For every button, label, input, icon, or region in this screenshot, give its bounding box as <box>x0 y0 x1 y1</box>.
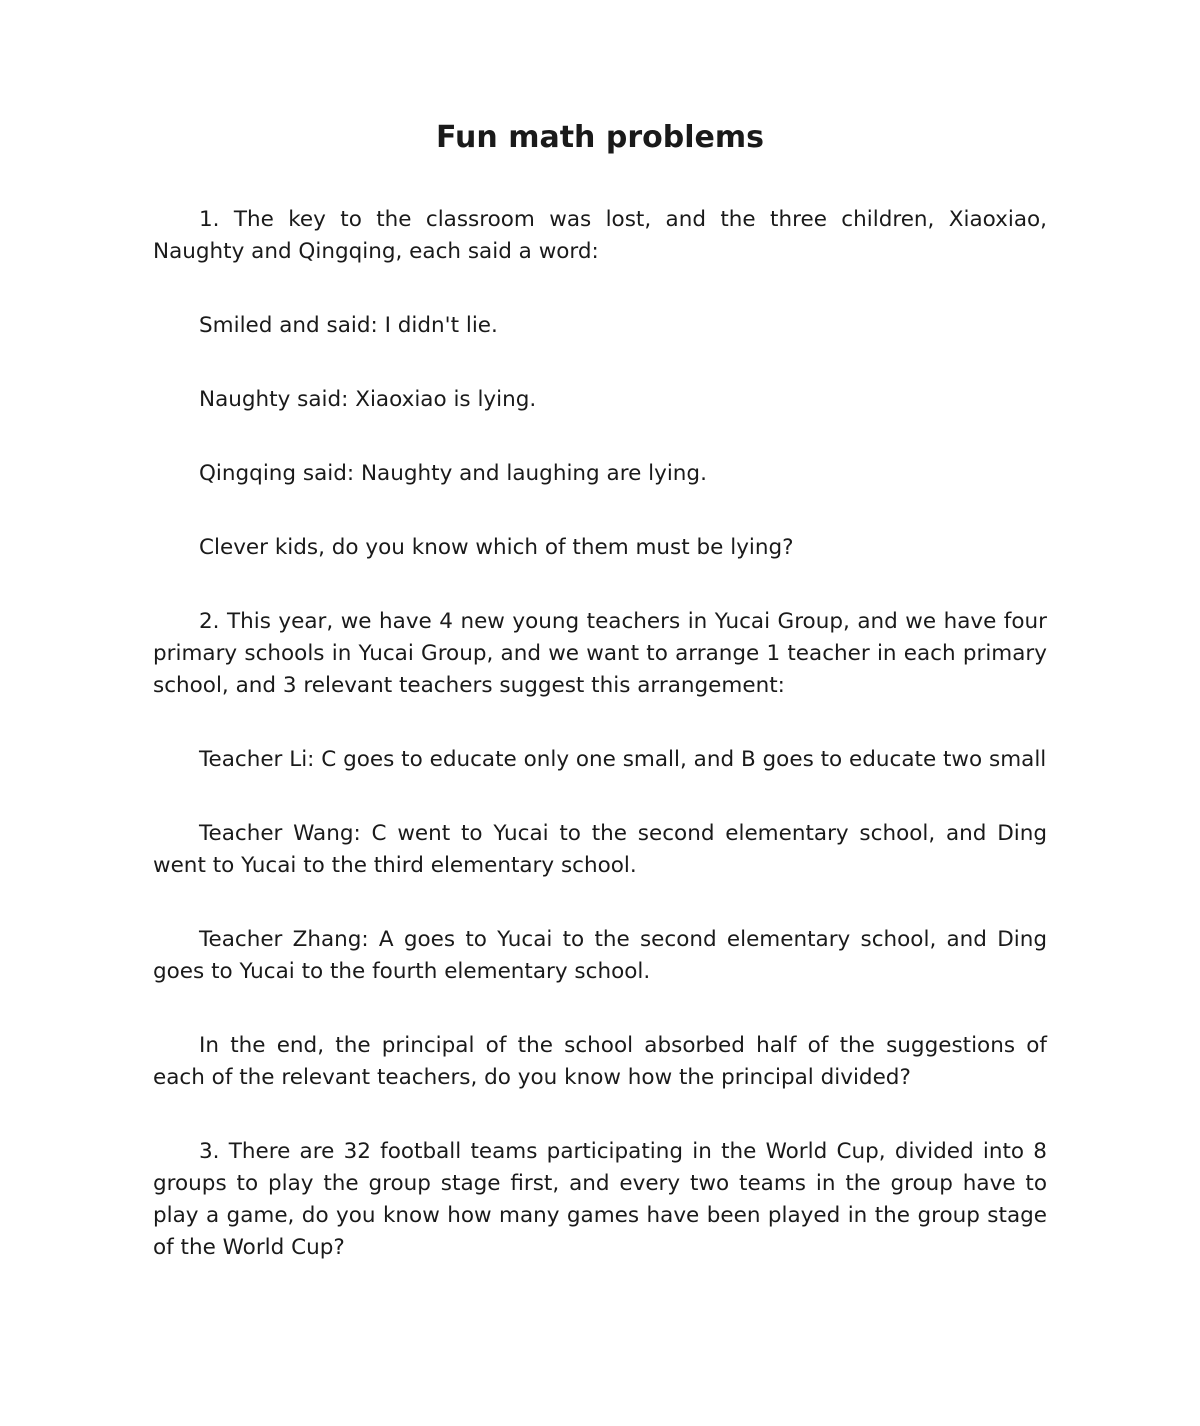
paragraph-teacher-wang: Teacher Wang: C went to Yucai to the second elementary school, and Ding went to Yucai to the third elementary school. <box>153 821 1047 878</box>
paragraph-teacher-li: Teacher Li: C goes to educate only one small, and B goes to educate two small <box>199 747 1047 772</box>
paragraph-problem-3: 3. There are 32 football teams participating in the World Cup, divided into 8 groups to play the group stage first, and every two teams in the group have to play a game, do you know how many games have been played in the group stage of the World Cup? <box>153 1139 1047 1260</box>
paragraph-statement-naughty: Naughty said: Xiaoxiao is lying. <box>199 387 537 412</box>
paragraph-question-1: Clever kids, do you know which of them must be lying? <box>199 535 794 560</box>
paragraph-teacher-zhang: Teacher Zhang: A goes to Yucai to the second elementary school, and Ding goes to Yucai to the fourth elementary school. <box>153 927 1047 984</box>
document-body <box>153 204 1047 1306</box>
paragraph-statement-xiaoxiao: Smiled and said: I didn't lie. <box>199 313 498 338</box>
paragraph-statement-qingqing: Qingqing said: Naughty and laughing are lying. <box>199 461 707 486</box>
paragraph-problem-2: 2. This year, we have 4 new young teachers in Yucai Group, and we have four primary schools in Yucai Group, and we want to arrange 1 teacher in each primary school, and 3 relevant teachers suggest this arrangement: <box>153 609 1047 698</box>
paragraph-question-2: In the end, the principal of the school absorbed half of the suggestions of each of the relevant teachers, do you know how the principal divided? <box>153 1033 1047 1090</box>
paragraph-problem-1: 1. The key to the classroom was lost, and the three children, Xiaoxiao, Naughty and Qingqing, each said a word: <box>153 207 1047 264</box>
page-title: Fun math problems <box>436 120 764 155</box>
